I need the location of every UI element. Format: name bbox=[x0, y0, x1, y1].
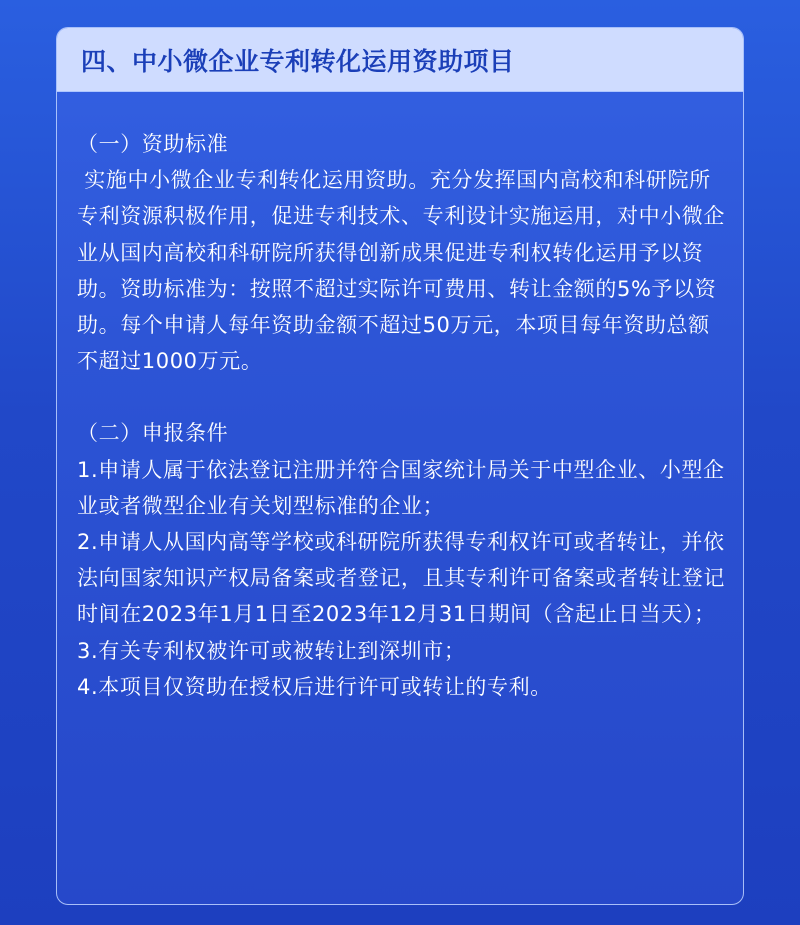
condition-item-1: 1.申请人属于依法登记注册并符合国家统计局关于中型企业、小型企业或者微型企业有关划型标准的企业； bbox=[77, 457, 725, 518]
section-heading-application-conditions: （二）申报条件 bbox=[77, 421, 229, 446]
section-heading-funding-standard: （一）资助标准 bbox=[77, 132, 229, 156]
condition-item-4: 4.本项目仅资助在授权后进行许可或转让的专利。 bbox=[77, 674, 552, 699]
condition-item-3: 3.有关专利权被许可或被转让到深圳市； bbox=[77, 638, 466, 663]
card-body bbox=[77, 126, 729, 705]
content-card bbox=[56, 27, 744, 905]
section-body-funding-standard: 实施中小微企业专利转化运用资助。充分发挥国内高校和科研院所专利资源积极作用，促进专利技术、专利设计实施运用，对中小微企业从国内高校和科研院所获得创新成果促进专利权转化运用予以资助。资助标准为：按照不超过实际许可费用、转让金额的5%予以资助。每个申请人每年资助金额不超过50万元，本项目每年资助总额不超过1000万元。 bbox=[77, 168, 725, 374]
condition-item-2: 2.申请人从国内高等学校或科研院所获得专利权许可或者转让，并依法向国家知识产权局备案或者登记，且其专利许可备案或者转让登记时间在2023年1月1日至2023年12月31日期间（含起止日当天）； bbox=[77, 530, 725, 627]
section-spacer bbox=[77, 379, 729, 415]
card-header bbox=[57, 28, 743, 92]
card-title: 四、中小微企业专利转化运用资助项目 bbox=[81, 46, 515, 76]
